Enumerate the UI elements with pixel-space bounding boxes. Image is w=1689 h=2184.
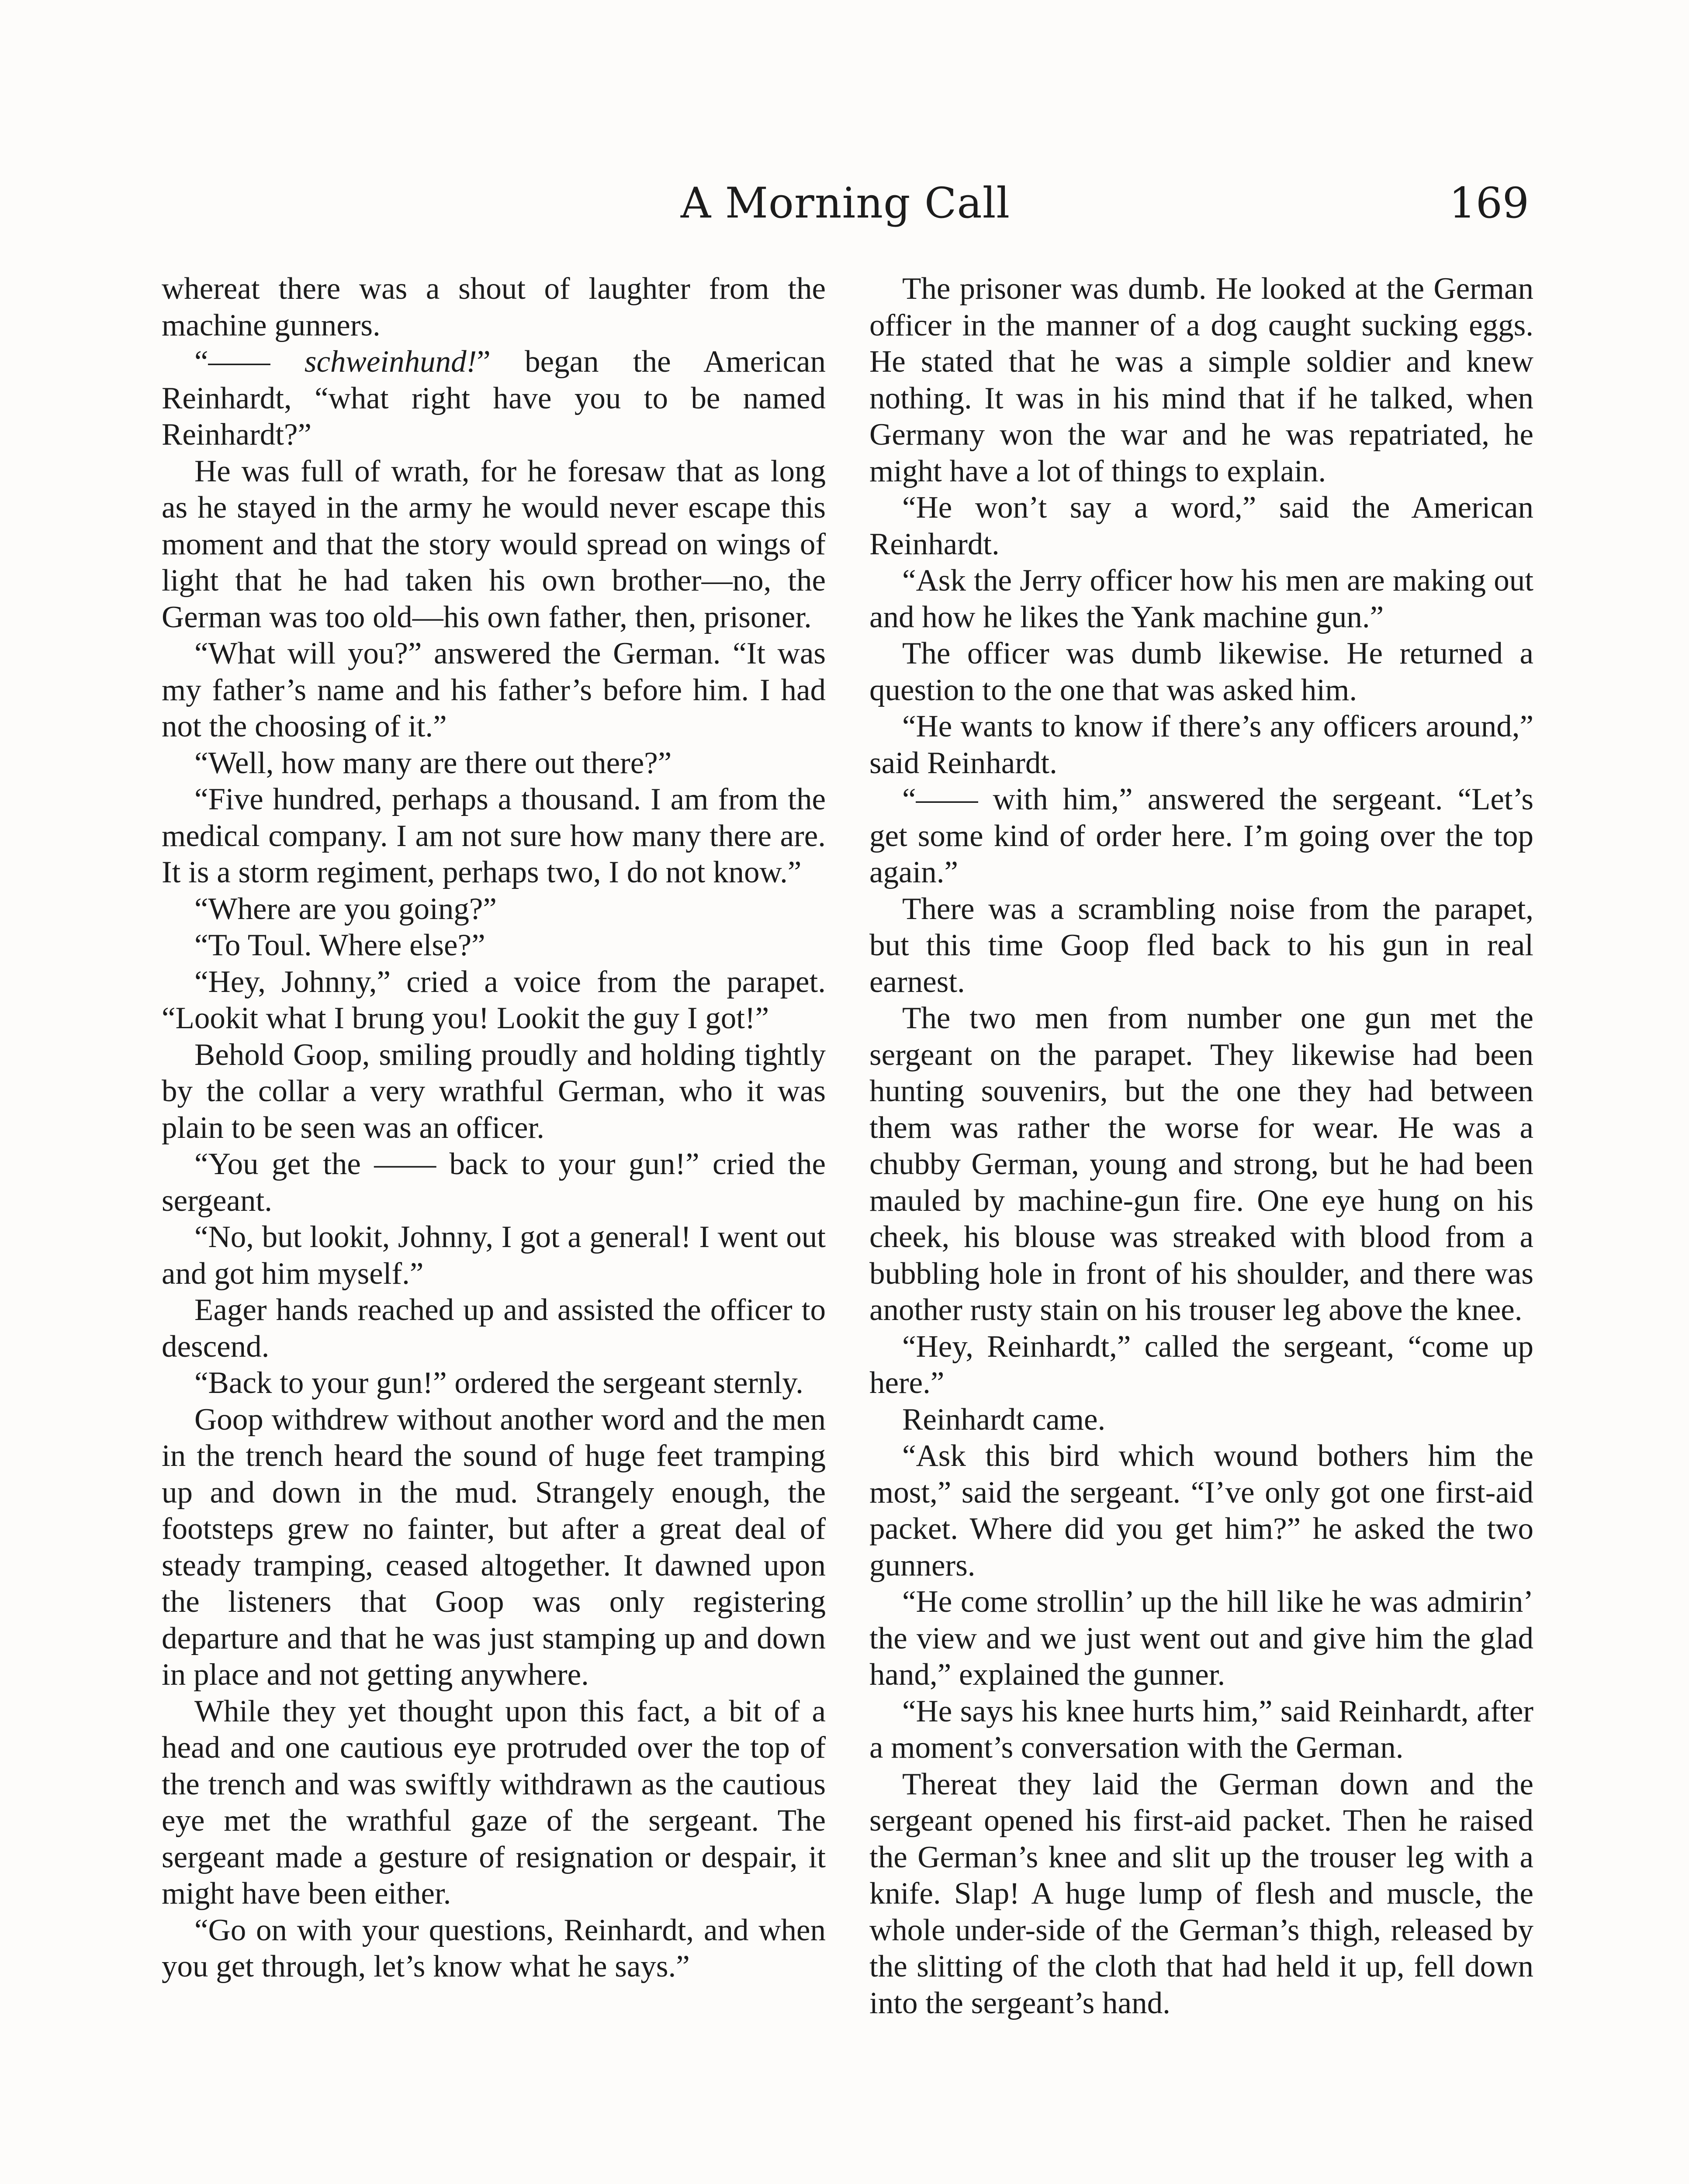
- paragraph: Thereat they laid the German down and the sergeant opened his first-aid packet. Then he raised the German’s knee and slit up the trouser leg with a knife. Slap! A huge lump of flesh and muscle, the whole under-side of the German’s thigh, released by the slitting of the cloth that had held it up, fell down into the sergeant’s hand.: [869, 1767, 1533, 2020]
- paragraph: While they yet thought upon this fact, a bit of a head and one cautious eye protruded over the top of the trench and was swiftly withdrawn as the cautious eye met the wrathful gaze of the sergeant. The sergeant made a gesture of resignation or despair, it might have been either.: [162, 1694, 826, 1911]
- paragraph: The two men from number one gun met the sergeant on the parapet. They likewise had been hunting souvenirs, but the one they had between them was rather the worse for wear. He was a chubby German, young and strong, but he had been mauled by machine-gun fire. One eye hung on his cheek, his blouse was streaked with blood from a bubbling hole in front of his shoulder, and there was another rusty stain on his trouser leg above the knee.: [869, 1001, 1533, 1327]
- paragraph: Eager hands reached up and assisted the officer to descend.: [162, 1293, 826, 1364]
- paragraph: He was full of wrath, for he foresaw that as long as he stayed in the army he would never escape this moment and that the story would spread on wings of light that he had taken his own brother—no, the German was too old—his own father, then, prisoner.: [162, 454, 826, 634]
- page-number: 169: [1449, 179, 1529, 228]
- left-column: [162, 271, 826, 1985]
- paragraph: “You get the —— back to your gun!” cried the sergeant.: [162, 1147, 826, 1218]
- paragraph: There was a scrambling noise from the parapet, but this time Goop fled back to his gun in real earnest.: [869, 892, 1533, 999]
- paragraph: Goop withdrew without another word and the men in the trench heard the sound of huge feet tramping up and down in the mud. Strangely enough, the footsteps grew no fainter, but after a great deal of steady tramping, ceased altogether. It dawned upon the listeners that Goop was only registering departure and that he was just stamping up and down in place and not getting anywhere.: [162, 1402, 826, 1692]
- paragraph: “Back to your gun!” ordered the sergeant sternly.: [194, 1366, 803, 1400]
- paragraph: “Well, how many are there out there?”: [194, 746, 672, 780]
- paragraph: Behold Goop, smiling proudly and holding tightly by the collar a very wrathful German, who it was plain to be seen was an officer.: [162, 1037, 826, 1145]
- paragraph: “—— with him,” answered the sergeant. “Let’s get some kind of order here. I’m going over the top again.”: [869, 782, 1533, 889]
- paragraph: “Hey, Reinhardt,” called the sergeant, “come up here.”: [869, 1329, 1533, 1400]
- paragraph: “No, but lookit, Johnny, I got a general! I went out and got him myself.”: [162, 1220, 826, 1291]
- paragraph: whereat there was a shout of laughter from the machine gunners.: [162, 272, 826, 342]
- paragraph: “Where are you going?”: [194, 892, 497, 926]
- paragraph: “To Toul. Where else?”: [194, 928, 485, 962]
- text-run: “——: [194, 345, 305, 379]
- italic-word: schweinhund!: [304, 345, 477, 379]
- right-column: [869, 271, 1533, 2022]
- text-run: ” began the American Reinhardt, “what right have you to be named Reinhardt?”: [162, 345, 826, 452]
- paragraph: “Ask this bird which wound bothers him the most,” said the sergeant. “I’ve only got one first-aid packet. Where did you get him?” he asked the two gunners.: [869, 1439, 1533, 1583]
- paragraph: “He come strollin’ up the hill like he was admirin’ the view and we just went out and give him the glad hand,” explained the gunner.: [869, 1585, 1533, 1692]
- paragraph: “Hey, Johnny,” cried a voice from the parapet. “Lookit what I brung you! Lookit the guy I got!”: [162, 964, 826, 1035]
- paragraph: “He won’t say a word,” said the American Reinhardt.: [869, 491, 1533, 561]
- running-title: A Morning Call: [680, 179, 1011, 228]
- paragraph: “Go on with your questions, Reinhardt, and when you get through, let’s know what he says.”: [162, 1913, 826, 1984]
- paragraph: “Ask the Jerry officer how his men are making out and how he likes the Yank machine gun.”: [869, 563, 1533, 634]
- paragraph: Reinhardt came.: [902, 1402, 1106, 1437]
- paragraph: “What will you?” answered the German. “It was my father’s name and his father’s before him. I had not the choosing of it.”: [162, 636, 826, 743]
- paragraph: “He says his knee hurts him,” said Reinhardt, after a moment’s conversation with the German.: [869, 1694, 1533, 1765]
- paragraph: “Five hundred, perhaps a thousand. I am from the medical company. I am not sure how many there are. It is a storm regiment, perhaps two, I do not know.”: [162, 782, 826, 889]
- paragraph: [162, 344, 826, 453]
- page-header: [162, 175, 1529, 232]
- paragraph: “He wants to know if there’s any officers around,” said Reinhardt.: [869, 709, 1533, 780]
- paragraph: The officer was dumb likewise. He returned a question to the one that was asked him.: [869, 636, 1533, 707]
- paragraph: The prisoner was dumb. He looked at the German officer in the manner of a dog caught sucking eggs. He stated that he was a simple soldier and knew nothing. It was in his mind that if he talked, when Germany won the war and he was repatriated, he might have a lot of things to explain.: [869, 272, 1533, 488]
